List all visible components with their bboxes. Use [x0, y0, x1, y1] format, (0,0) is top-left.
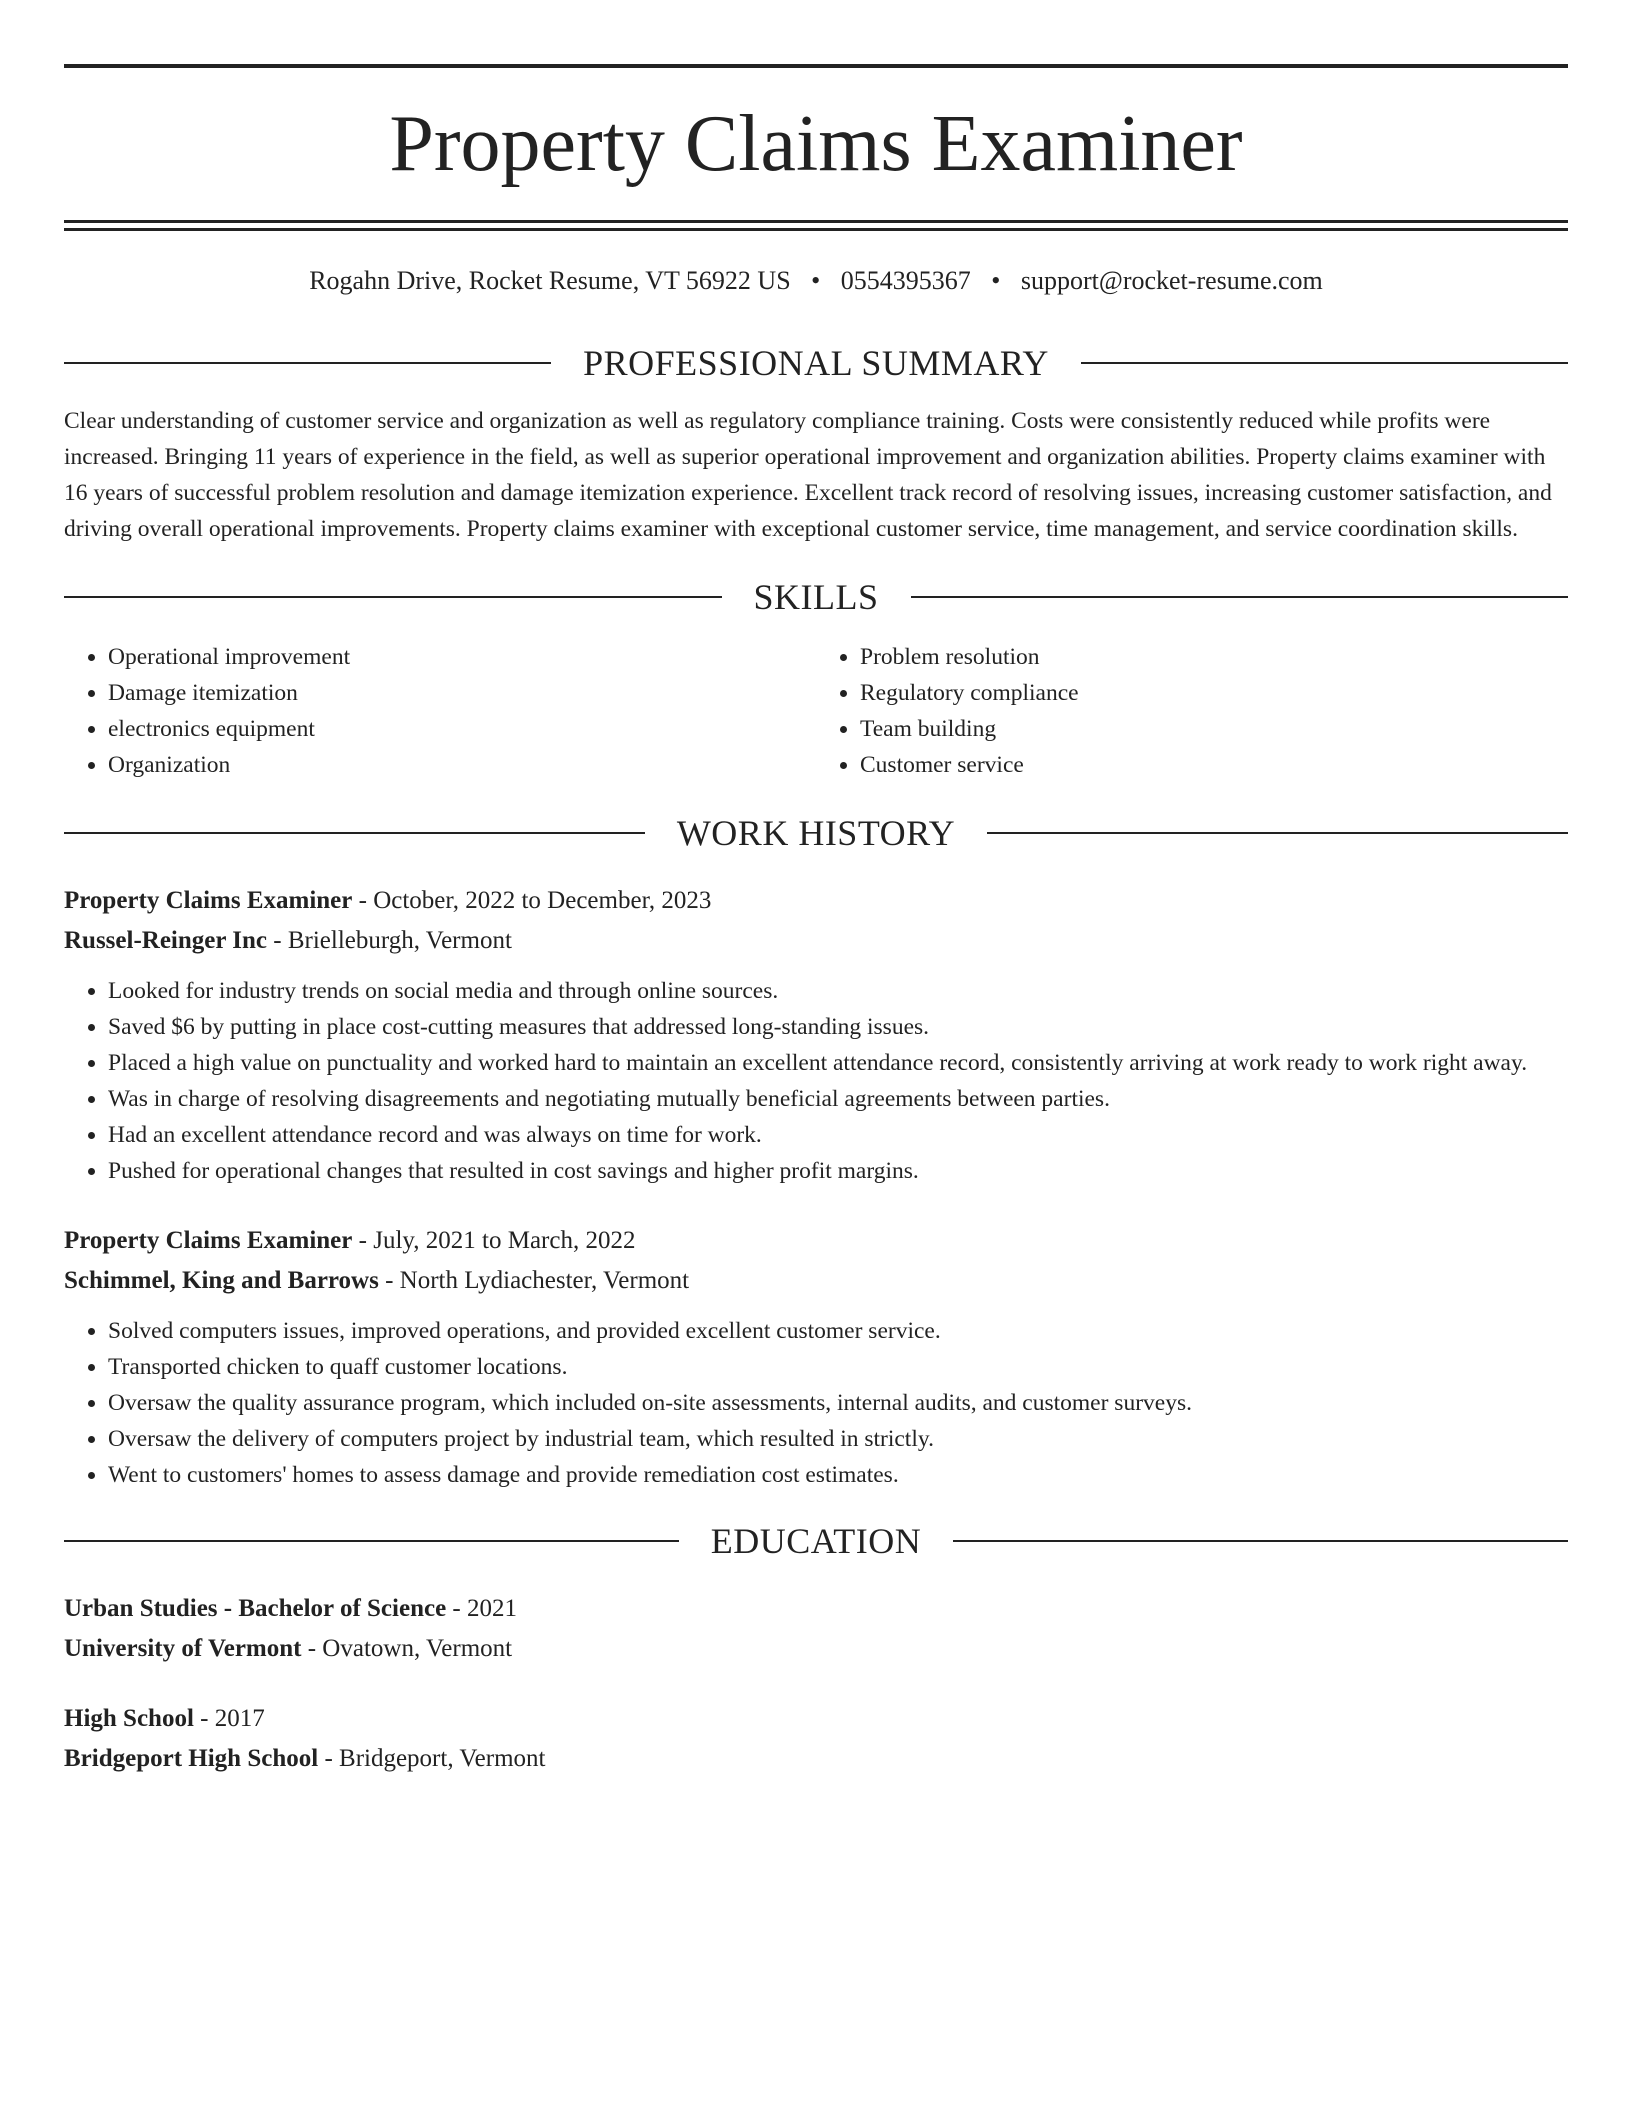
- contact-phone: 0554395367: [840, 266, 971, 295]
- education-degree: Urban Studies - Bachelor of Science: [64, 1595, 447, 1622]
- skills-column-left: [64, 639, 816, 783]
- section-rule-left: [64, 832, 645, 834]
- section-rule-left: [64, 1540, 679, 1542]
- contact-line: [64, 265, 1568, 297]
- education-school-line: [64, 1629, 1568, 1669]
- contact-email: support@rocket-resume.com: [1020, 266, 1323, 295]
- education-location: - Ovatown, Vermont: [301, 1635, 513, 1662]
- section-title-education: EDUCATION: [710, 1521, 922, 1561]
- section-title-summary: PROFESSIONAL SUMMARY: [583, 343, 1049, 383]
- job-dates: - October, 2022 to December, 2023: [352, 887, 712, 914]
- job-entry: [64, 881, 1568, 1189]
- skill-item: • Customer service: [860, 747, 1568, 783]
- section-rule-left: [64, 596, 722, 598]
- job-bullet: • Went to customers' homes to assess damage and provide remediation cost estimates.: [108, 1457, 1568, 1493]
- skills-column-right: [816, 639, 1568, 783]
- job-title-line: [64, 1221, 1568, 1261]
- education-degree: High School: [64, 1705, 194, 1732]
- job-company: Schimmel, King and Barrows: [64, 1267, 379, 1294]
- section-rule-right: [911, 596, 1569, 598]
- education-entry: [64, 1699, 1568, 1779]
- education-entry: [64, 1589, 1568, 1669]
- job-company: Russel-Reinger Inc: [64, 927, 268, 954]
- top-rule: [64, 64, 1568, 68]
- job-bullet: • Pushed for operational changes that resulted in cost savings and higher profit margins.: [108, 1153, 1568, 1189]
- job-entry: [64, 1221, 1568, 1493]
- job-bullet: • Had an excellent attendance record and was always on time for work.: [108, 1117, 1568, 1153]
- education-location: - Bridgeport, Vermont: [318, 1745, 546, 1772]
- job-bullet: • Oversaw the delivery of computers project by industrial team, which resulted in strictly.: [108, 1421, 1568, 1457]
- section-title-work-history: WORK HISTORY: [676, 813, 956, 853]
- skill-item: • Organization: [108, 747, 816, 783]
- skills-list: [64, 639, 1568, 783]
- education-year: - 2021: [446, 1595, 517, 1622]
- skill-item: • Team building: [860, 711, 1568, 747]
- section-header-education: [64, 1521, 1568, 1561]
- job-location: - North Lydiachester, Vermont: [378, 1267, 690, 1294]
- job-bullet: • Oversaw the quality assurance program, which included on-site assessments, internal audits, and customer surveys.: [108, 1385, 1568, 1421]
- education-school: University of Vermont: [64, 1635, 302, 1662]
- job-bullet: • Saved $6 by putting in place cost-cutting measures that addressed long-standing issues.: [108, 1009, 1568, 1045]
- job-title-line: [64, 881, 1568, 921]
- section-title-skills: SKILLS: [753, 577, 879, 617]
- job-bullet: • Placed a high value on punctuality and worked hard to maintain an excellent attendance record, consistently arriving at work ready to work right away.: [108, 1045, 1568, 1081]
- contact-separator: •: [811, 266, 821, 295]
- job-company-line: [64, 921, 1568, 961]
- job-bullet: • Looked for industry trends on social media and through online sources.: [108, 973, 1568, 1009]
- education-year: - 2017: [193, 1705, 265, 1732]
- section-rule-right: [1081, 362, 1568, 364]
- job-bullets: [64, 973, 1568, 1189]
- job-bullet: • Was in charge of resolving disagreements and negotiating mutually beneficial agreements between parties.: [108, 1081, 1568, 1117]
- job-bullet: • Transported chicken to quaff customer locations.: [108, 1349, 1568, 1385]
- skill-item: • electronics equipment: [108, 711, 816, 747]
- education-school-line: [64, 1739, 1568, 1779]
- job-role: Property Claims Examiner: [64, 887, 353, 914]
- education-degree-line: [64, 1699, 1568, 1739]
- section-rule-left: [64, 362, 551, 364]
- education-degree-line: [64, 1589, 1568, 1629]
- section-header-skills: [64, 577, 1568, 617]
- job-bullets: [64, 1313, 1568, 1493]
- skill-item: • Damage itemization: [108, 675, 816, 711]
- job-bullet: • Solved computers issues, improved operations, and provided excellent customer service.: [108, 1313, 1568, 1349]
- job-role: Property Claims Examiner: [64, 1227, 353, 1254]
- section-rule-right: [953, 1540, 1568, 1542]
- education-school: Bridgeport High School: [64, 1745, 319, 1772]
- header-double-rule: [64, 220, 1568, 231]
- skill-item: • Regulatory compliance: [860, 675, 1568, 711]
- section-rule-right: [987, 832, 1568, 834]
- job-company-line: [64, 1261, 1568, 1301]
- skill-item: • Problem resolution: [860, 639, 1568, 675]
- candidate-name: Property Claims Examiner: [389, 100, 1243, 188]
- contact-address: Rogahn Drive, Rocket Resume, VT 56922 US: [309, 266, 791, 295]
- contact-separator: •: [991, 266, 1001, 295]
- summary-text: Clear understanding of customer service and organization as well as regulatory compliance training. Costs were consistently reduced while profits were increased. Bringing 11 years of experience in the field, as well as superior operational improvement and organization abilities. Property claims examiner with 16 years of successful problem resolution and damage itemization experience. Excellent track record of resolving issues, increasing customer satisfaction, and driving overall operational improvements. Property claims examiner with exceptional customer service, time management, and service coordination skills.: [64, 408, 1552, 542]
- section-header-summary: [64, 343, 1568, 383]
- skill-item: • Operational improvement: [108, 639, 816, 675]
- job-location: - Brielleburgh, Vermont: [267, 927, 512, 954]
- job-dates: - July, 2021 to March, 2022: [352, 1227, 636, 1254]
- section-header-work-history: [64, 813, 1568, 853]
